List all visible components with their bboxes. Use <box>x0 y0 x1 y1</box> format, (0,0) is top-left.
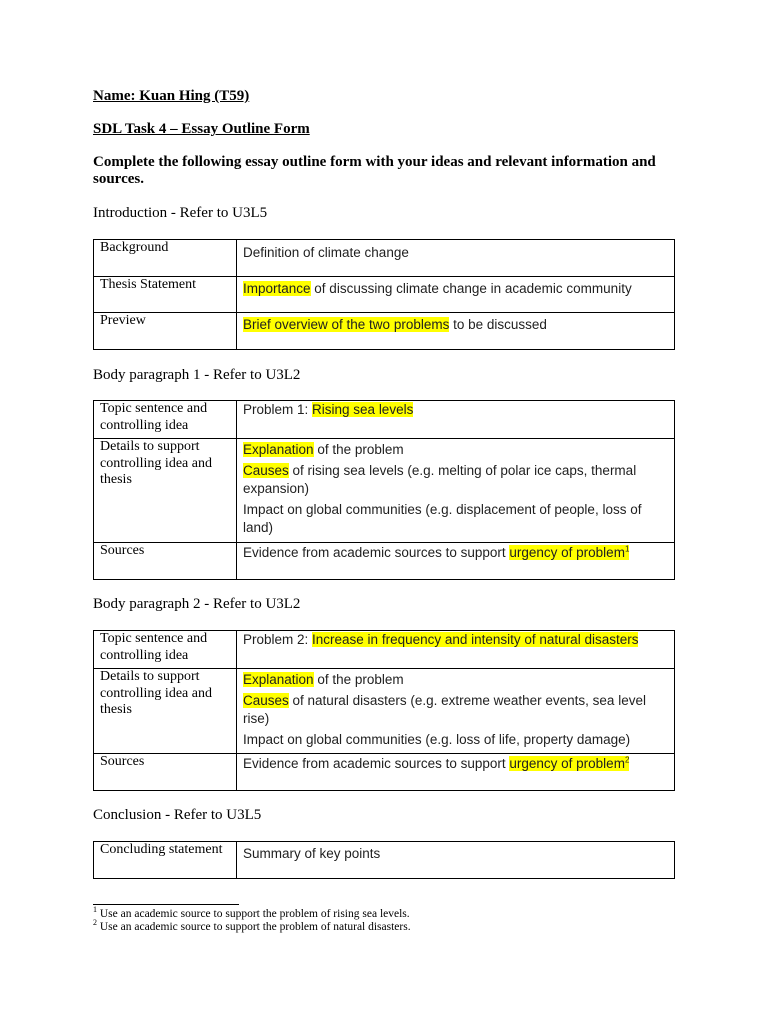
concluding-text: Summary of key points <box>243 846 381 861</box>
body2-heading: Body paragraph 2 - Refer to U3L2 <box>93 596 301 612</box>
table-row <box>94 842 675 879</box>
preview-text: to be discussed <box>449 317 547 332</box>
body2-sources-label: Sources <box>94 754 237 791</box>
preview-label: Preview <box>94 313 237 350</box>
instruction-text: Complete the following essay outline form with your ideas and relevant information and sources. <box>93 154 656 187</box>
footnote-2-number: 2 <box>93 918 97 928</box>
footnote-1 <box>93 905 410 920</box>
body1-heading: Body paragraph 1 - Refer to U3L2 <box>93 367 301 383</box>
conclusion-heading: Conclusion - Refer to U3L5 <box>93 807 262 823</box>
body1-topic-label: Topic sentence and controlling idea <box>94 401 237 439</box>
body1-causes-text: of rising sea levels (e.g. melting of polar ice caps, thermal expansion) <box>243 463 637 496</box>
body2-table <box>93 630 675 791</box>
body2-details-value <box>237 669 675 754</box>
body2-explanation-highlight: Explanation <box>243 672 314 687</box>
body2-topic-prefix: Problem 2: <box>243 632 313 647</box>
preview-highlight: Brief overview of the two problems <box>243 317 450 332</box>
concluding-label: Concluding statement <box>94 842 237 879</box>
table-row <box>94 277 675 313</box>
thesis-label: Thesis Statement <box>94 277 237 313</box>
intro-table <box>93 239 675 350</box>
body2-causes-highlight: Causes <box>243 693 289 708</box>
body2-details-label: Details to support controlling idea and thesis <box>94 669 237 754</box>
body1-details-label: Details to support controlling idea and thesis <box>94 439 237 543</box>
footnote-1-number: 1 <box>93 905 97 915</box>
body1-sources-highlight: urgency of problem <box>509 545 625 560</box>
student-name: Name: Kuan Hing (T59) <box>93 88 250 104</box>
body1-sources-prefix: Evidence from academic sources to support <box>243 545 510 560</box>
body1-topic-prefix: Problem 1: <box>243 402 313 417</box>
body2-causes-text: of natural disasters (e.g. extreme weather events, sea level rise) <box>243 693 646 726</box>
body1-impact-text: Impact on global communities (e.g. displacement of people, loss of land) <box>243 502 642 535</box>
table-row <box>94 754 675 791</box>
body2-topic-label: Topic sentence and controlling idea <box>94 631 237 669</box>
thesis-highlight: Importance <box>243 281 311 296</box>
table-row <box>94 439 675 543</box>
table-row <box>94 669 675 754</box>
table-row <box>94 401 675 439</box>
body2-explanation-text: of the problem <box>313 672 404 687</box>
body1-details-value <box>237 439 675 543</box>
table-row <box>94 313 675 350</box>
background-text: Definition of climate change <box>243 245 409 260</box>
footnote-1-text: Use an academic source to support the problem of rising sea levels. <box>97 908 410 920</box>
body2-topic-highlight: Increase in frequency and intensity of natural disasters <box>312 632 639 647</box>
task-title: SDL Task 4 – Essay Outline Form <box>93 121 310 137</box>
body2-sources-value <box>237 754 675 791</box>
body2-sources-highlight: urgency of problem <box>509 756 625 771</box>
body2-sources-prefix: Evidence from academic sources to support <box>243 756 510 771</box>
table-row <box>94 240 675 277</box>
footnote-2 <box>93 918 411 933</box>
table-row <box>94 543 675 580</box>
footnote-ref-2: 2 <box>624 755 630 765</box>
concluding-value <box>237 842 675 879</box>
body1-sources-label: Sources <box>94 543 237 580</box>
body2-impact-text: Impact on global communities (e.g. loss of life, property damage) <box>243 732 631 747</box>
footnote-separator <box>93 904 239 905</box>
conclusion-table <box>93 841 675 879</box>
footnote-2-text: Use an academic source to support the problem of natural disasters. <box>97 921 411 933</box>
body1-causes-highlight: Causes <box>243 463 289 478</box>
background-label: Background <box>94 240 237 277</box>
body1-topic-highlight: Rising sea levels <box>312 402 414 417</box>
body1-topic-value <box>237 401 675 439</box>
body1-explanation-text: of the problem <box>313 442 404 457</box>
footnote-ref-1: 1 <box>624 544 630 554</box>
body2-topic-value <box>237 631 675 669</box>
background-value <box>237 240 675 277</box>
body1-table <box>93 400 675 580</box>
body1-sources-value <box>237 543 675 580</box>
intro-heading: Introduction - Refer to U3L5 <box>93 205 268 221</box>
body1-explanation-highlight: Explanation <box>243 442 314 457</box>
preview-value <box>237 313 675 350</box>
thesis-value <box>237 277 675 313</box>
table-row <box>94 631 675 669</box>
thesis-text: of discussing climate change in academic community <box>310 281 632 296</box>
